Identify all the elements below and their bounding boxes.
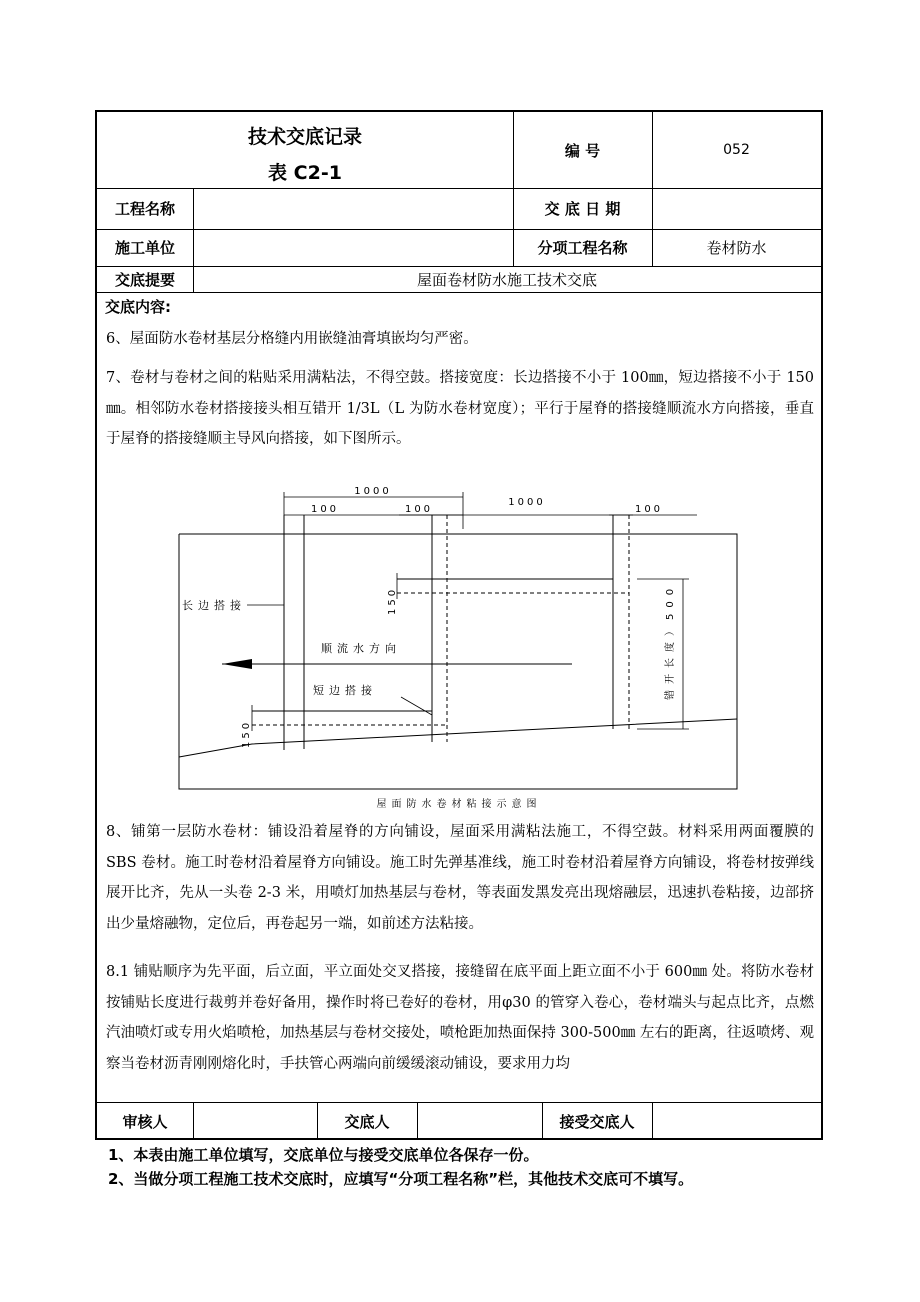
date-label: 交 底 日 期 bbox=[544, 200, 621, 218]
date-value[interactable] bbox=[652, 188, 821, 229]
summary-value[interactable]: 屋面卷材防水施工技术交底 bbox=[416, 270, 597, 289]
paragraph-7: 7、卷材与卷材之间的粘贴采用满粘法，不得空鼓。搭接宽度：长边搭接不小于 100㎜，短边搭接不小于 150㎜。相邻防水卷材搭接接头相互错开 1/3L（L 为防水卷材宽度）；平行于屋脊的搭接缝顺流水方向搭接，垂直于屋脊的搭接缝顺主导风向搭接，如下图所示。 bbox=[106, 370, 814, 447]
sub-project-value[interactable]: 卷材防水 bbox=[706, 239, 767, 257]
reviewer-label: 审核人 bbox=[122, 1112, 168, 1131]
dim-100-middle: 100 bbox=[404, 504, 434, 515]
content-label: 交底内容: bbox=[105, 298, 171, 316]
number-label: 编 号 bbox=[564, 141, 601, 160]
note-2: 2、当做分项工程施工技术交底时，应填写“分项工程名称”栏，其他技术交底可不填写。 bbox=[108, 1170, 694, 1188]
paragraph-8-1: 8.1 铺贴顺序为先平面，后立面，平立面处交叉搭接，接缝留在底平面上距立面不小于 600㎜ 处。将防水卷材按铺贴长度进行裁剪并卷好备用，操作时将已卷好的卷材，用φ30 的管穿入卷心，卷材端头与起点比齐，点燃汽油喷灯或专用火焰喷枪，加热基层与卷材交接处，喷枪距加热面保持 300-500㎜ 左右的距离，往返喷烤、观察当卷材沥青刚刚熔化时，手扶管心两端向前缓缓滚动铺设，要求用力均 bbox=[106, 964, 814, 1072]
long-edge-label: 长边搭接 bbox=[182, 599, 246, 612]
discloser-label: 交底人 bbox=[344, 1112, 390, 1131]
discloser-value[interactable] bbox=[417, 1102, 542, 1140]
dim-100-right: 100 bbox=[634, 504, 664, 515]
number-value[interactable]: 052 bbox=[723, 142, 750, 158]
dim-150-lower: 150 bbox=[241, 719, 252, 748]
paragraph-6: 6、屋面防水卷材基层分格缝内用嵌缝油膏填嵌均匀严密。 bbox=[106, 331, 478, 347]
form-subtitle: 表 C2-1 bbox=[268, 161, 342, 184]
unit-label: 施工单位 bbox=[114, 239, 175, 257]
reviewer-value[interactable] bbox=[193, 1102, 317, 1140]
project-name-label: 工程名称 bbox=[114, 200, 175, 218]
short-edge-label: 短边搭接 bbox=[313, 684, 377, 697]
receiver-value[interactable] bbox=[652, 1102, 821, 1140]
dim-100-left: 100 bbox=[310, 504, 340, 515]
dim-1000-left: 1000 bbox=[354, 486, 392, 497]
paragraph-8: 8、铺第一层防水卷材：铺设沿着屋脊的方向铺设，屋面采用满粘法施工，不得空鼓。材料采用两面覆膜的 SBS 卷材。施工时卷材沿着屋脊方向铺设。施工时先弹基准线，施工时卷材沿着屋脊方向铺设，将卷材按弹线展开比齐，先从一头卷 2-3 米，用喷灯加热基层与卷材，等表面发黑发亮出现熔融层，迅速扒卷粘接，边部挤出少量熔融物，定位后，再卷起另一端，如前述方法粘接。 bbox=[106, 824, 814, 932]
project-name-value[interactable] bbox=[193, 188, 513, 229]
record-form bbox=[95, 110, 823, 1140]
sub-project-label: 分项工程名称 bbox=[537, 239, 628, 257]
form-title: 技术交底记录 bbox=[247, 125, 362, 148]
overlap-diagram bbox=[97, 467, 821, 812]
note-1: 1、本表由施工单位填写，交底单位与接受交底单位各保存一份。 bbox=[108, 1146, 539, 1164]
summary-label: 交底提要 bbox=[114, 270, 175, 289]
receiver-label: 接受交底人 bbox=[559, 1112, 635, 1131]
divider bbox=[97, 292, 821, 293]
flow-direction-label: 顺流水方向 bbox=[321, 642, 401, 655]
diagram-caption: 屋面防水卷材粘接示意图 bbox=[376, 799, 542, 810]
dim-150-upper: 150 bbox=[387, 586, 398, 615]
dim-1000-right: 1000 bbox=[508, 497, 546, 508]
stagger-label: 错开长度）500 bbox=[665, 582, 676, 700]
unit-value[interactable] bbox=[193, 229, 513, 266]
